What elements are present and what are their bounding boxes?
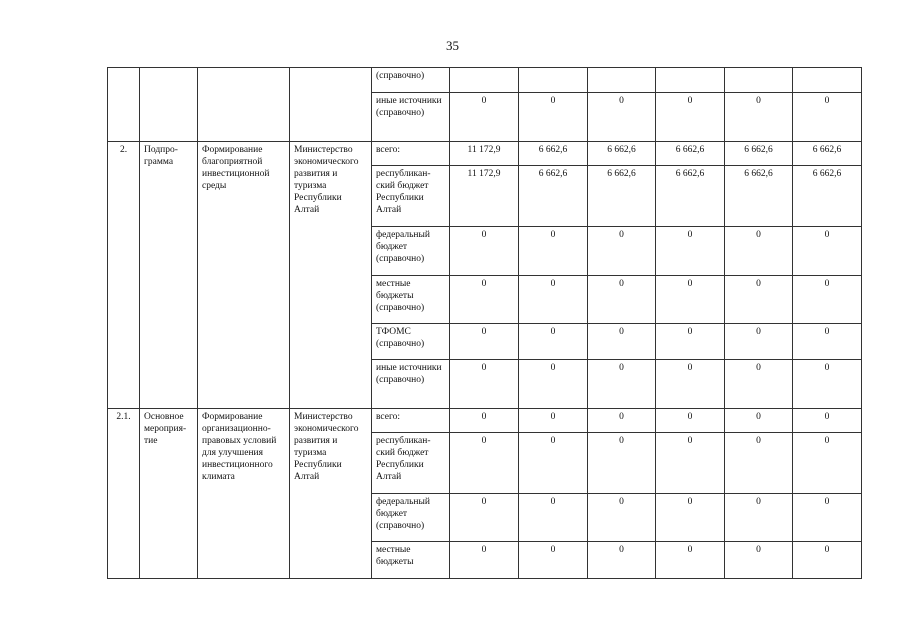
table-row: [108, 409, 862, 433]
source-cell: всего:: [372, 409, 450, 433]
value-cell: 0: [588, 360, 656, 409]
value-cell: [519, 68, 588, 93]
name-cell: Формирование благоприятной инвестиционной среды: [198, 142, 290, 409]
type-cell: Основное мероприя-тие: [140, 409, 198, 579]
value-cell: 0: [725, 360, 793, 409]
value-cell: 0: [656, 227, 725, 276]
executor-cell: Министерство экономического развития и туризма Республики Алтай: [290, 142, 372, 409]
value-cell: [450, 68, 519, 93]
value-cell: 6 662,6: [519, 166, 588, 227]
value-cell: 0: [519, 93, 588, 142]
executor-cell: [290, 68, 372, 142]
source-cell: республикан-ский бюджет Республики Алтай: [372, 166, 450, 227]
value-cell: 0: [656, 494, 725, 542]
value-cell: 0: [793, 409, 862, 433]
value-cell: 0: [519, 494, 588, 542]
value-cell: [725, 68, 793, 93]
value-cell: 0: [793, 324, 862, 360]
value-cell: 0: [450, 360, 519, 409]
value-cell: 0: [656, 409, 725, 433]
value-cell: 0: [588, 324, 656, 360]
value-cell: 0: [656, 93, 725, 142]
table-row: [108, 142, 862, 166]
value-cell: 0: [725, 494, 793, 542]
value-cell: 0: [656, 276, 725, 324]
number-cell: 2.1.: [108, 409, 140, 579]
source-cell: всего:: [372, 142, 450, 166]
value-cell: 0: [793, 276, 862, 324]
value-cell: 6 662,6: [725, 142, 793, 166]
value-cell: 6 662,6: [588, 166, 656, 227]
source-cell: иные источники (справочно): [372, 93, 450, 142]
value-cell: 6 662,6: [725, 166, 793, 227]
value-cell: 0: [450, 93, 519, 142]
value-cell: 0: [519, 433, 588, 494]
executor-cell: Министерство экономического развития и туризма Республики Алтай: [290, 409, 372, 579]
name-cell: Формирование организационно-правовых условий для улучшения инвестиционного климата: [198, 409, 290, 579]
value-cell: 0: [725, 227, 793, 276]
value-cell: 6 662,6: [793, 166, 862, 227]
type-cell: Подпро-грамма: [140, 142, 198, 409]
value-cell: 6 662,6: [519, 142, 588, 166]
budget-table: [107, 67, 862, 579]
value-cell: 0: [450, 494, 519, 542]
value-cell: 0: [588, 276, 656, 324]
value-cell: 0: [588, 433, 656, 494]
value-cell: 6 662,6: [793, 142, 862, 166]
value-cell: 0: [450, 542, 519, 579]
value-cell: 0: [519, 360, 588, 409]
source-cell: местные бюджеты: [372, 542, 450, 579]
value-cell: 6 662,6: [656, 142, 725, 166]
value-cell: 0: [725, 324, 793, 360]
source-cell: ТФОМС (справочно): [372, 324, 450, 360]
source-cell: федеральный бюджет (справочно): [372, 494, 450, 542]
value-cell: 0: [519, 409, 588, 433]
value-cell: 0: [519, 542, 588, 579]
value-cell: 0: [656, 433, 725, 494]
value-cell: 6 662,6: [588, 142, 656, 166]
value-cell: [656, 68, 725, 93]
value-cell: 0: [725, 276, 793, 324]
value-cell: 0: [519, 324, 588, 360]
number-cell: 2.: [108, 142, 140, 409]
value-cell: 0: [450, 409, 519, 433]
value-cell: 0: [450, 227, 519, 276]
value-cell: 0: [588, 494, 656, 542]
value-cell: 0: [656, 360, 725, 409]
value-cell: 0: [450, 324, 519, 360]
value-cell: 0: [519, 276, 588, 324]
value-cell: 0: [725, 433, 793, 494]
value-cell: 0: [725, 409, 793, 433]
value-cell: [793, 68, 862, 93]
value-cell: 0: [725, 542, 793, 579]
value-cell: 0: [793, 360, 862, 409]
value-cell: 0: [656, 324, 725, 360]
table-row: [108, 68, 862, 93]
page-number: 35: [446, 38, 459, 53]
number-cell: [108, 68, 140, 142]
value-cell: 0: [450, 433, 519, 494]
value-cell: 0: [588, 227, 656, 276]
value-cell: 0: [588, 93, 656, 142]
value-cell: 0: [793, 227, 862, 276]
value-cell: 11 172,9: [450, 142, 519, 166]
value-cell: 0: [588, 542, 656, 579]
value-cell: 6 662,6: [656, 166, 725, 227]
value-cell: 0: [725, 93, 793, 142]
value-cell: 0: [588, 409, 656, 433]
source-cell: (справочно): [372, 68, 450, 93]
name-cell: [198, 68, 290, 142]
value-cell: 0: [793, 93, 862, 142]
source-cell: местные бюджеты (справочно): [372, 276, 450, 324]
value-cell: 0: [519, 227, 588, 276]
source-cell: иные источники (справочно): [372, 360, 450, 409]
value-cell: 0: [793, 494, 862, 542]
source-cell: федеральный бюджет (справочно): [372, 227, 450, 276]
value-cell: 0: [656, 542, 725, 579]
value-cell: 0: [793, 433, 862, 494]
value-cell: 0: [450, 276, 519, 324]
source-cell: республикан-ский бюджет Республики Алтай: [372, 433, 450, 494]
value-cell: 0: [793, 542, 862, 579]
value-cell: [588, 68, 656, 93]
value-cell: 11 172,9: [450, 166, 519, 227]
type-cell: [140, 68, 198, 142]
